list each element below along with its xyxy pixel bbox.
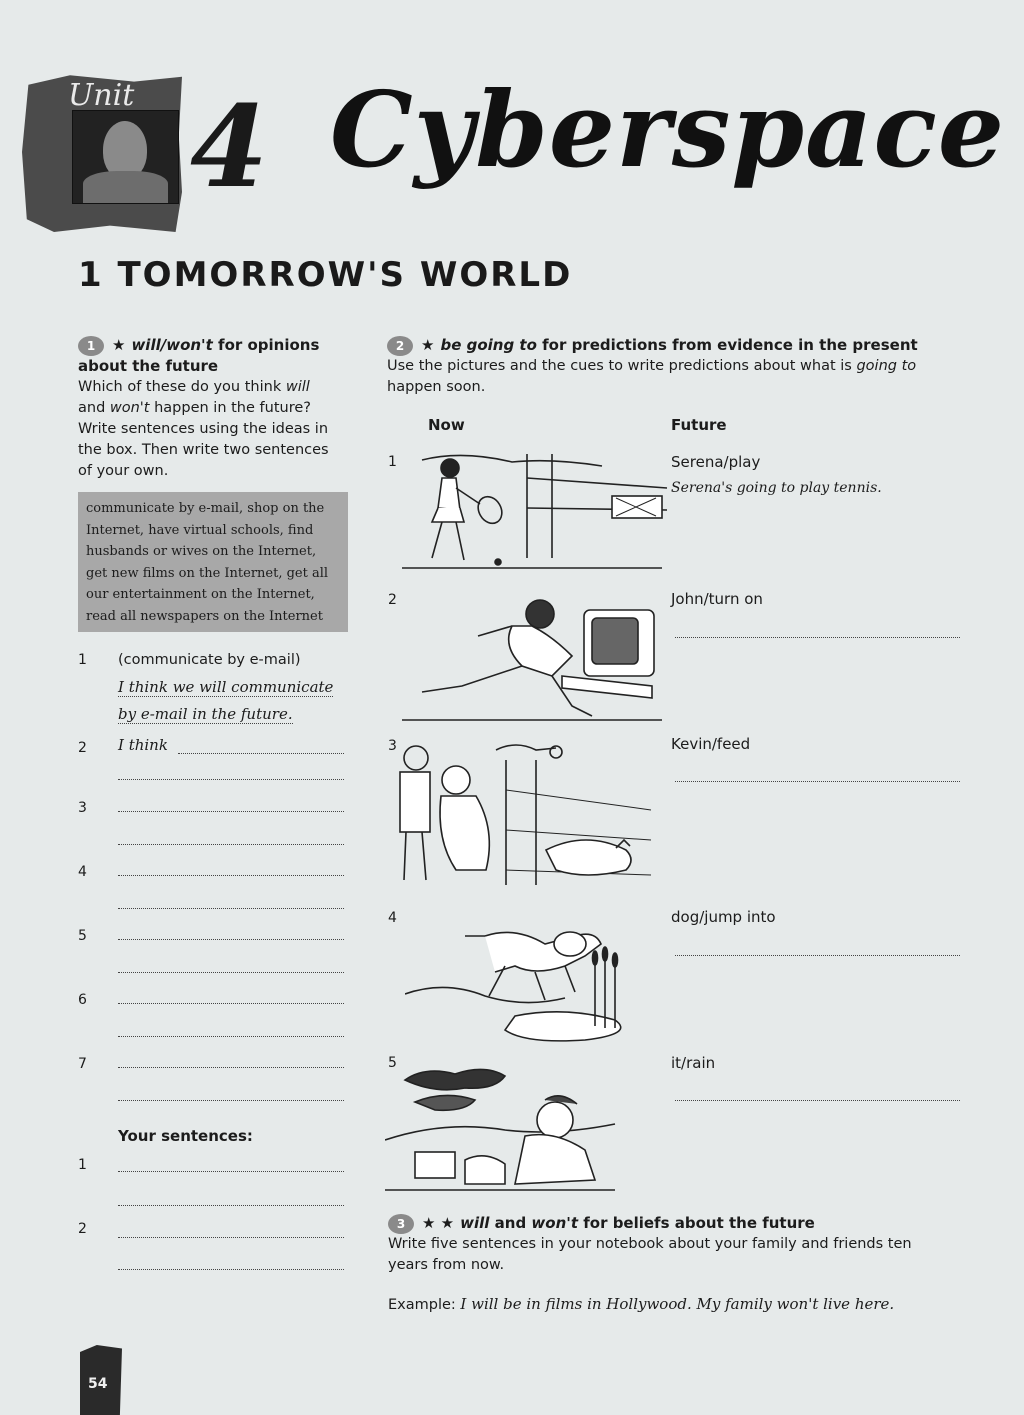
unit-photo xyxy=(72,110,179,204)
answer-line[interactable] xyxy=(118,1002,344,1004)
cue-kevin: Kevin/feed xyxy=(671,735,751,753)
answer-line[interactable] xyxy=(118,1236,344,1238)
item-number: 4 xyxy=(78,864,87,880)
answer-line[interactable] xyxy=(118,1066,344,1068)
exercise3-heading-em: will xyxy=(460,1214,490,1232)
answer-line[interactable] xyxy=(118,810,344,812)
answer-line[interactable] xyxy=(118,1099,344,1101)
photo-shoulders xyxy=(83,171,168,203)
instr-text: the box. Then write two sentences xyxy=(78,442,329,458)
picnic-illustration xyxy=(385,1060,620,1198)
lesson-title: 1 TOMORROW'S WORLD xyxy=(78,255,573,295)
example-label: Example: xyxy=(388,1297,461,1313)
exercise3-heading-mid: and xyxy=(489,1214,532,1232)
item-number: 3 xyxy=(78,800,87,816)
answer-line[interactable] xyxy=(675,636,960,638)
star-icon: ★ xyxy=(421,336,435,354)
item-number: 2 xyxy=(78,1221,87,1237)
item-number: 1 xyxy=(78,1157,87,1173)
instr-em: won't xyxy=(109,400,150,416)
item-number: 5 xyxy=(388,1055,397,1071)
exercise3-badge: 3 xyxy=(388,1214,414,1234)
item1-answer-line1: I think we will communicate xyxy=(118,678,334,696)
exercise2-header xyxy=(387,335,987,398)
unit-number: 4 xyxy=(190,82,268,213)
word-box-line: husbands or wives on the Internet, xyxy=(86,544,317,559)
instr-em: will xyxy=(285,379,310,395)
exercise3-heading-em: won't xyxy=(531,1214,579,1232)
cue-john: John/turn on xyxy=(671,590,763,608)
instr-text: Write sentences using the ideas in xyxy=(78,421,329,437)
cue-rain: it/rain xyxy=(671,1054,716,1072)
word-box-line: read all newspapers on the Internet xyxy=(86,608,323,624)
instr-text: and xyxy=(78,400,110,416)
cue-dog: dog/jump into xyxy=(671,908,776,926)
star-icon: ★ ★ xyxy=(422,1214,455,1232)
exercise3-example xyxy=(388,1294,894,1316)
instr-text: happen soon. xyxy=(387,379,486,395)
exercise1-heading-rest: for opinions xyxy=(212,336,320,354)
word-box-line: communicate by e-mail, shop on the xyxy=(86,501,325,516)
answer-line[interactable] xyxy=(675,954,960,956)
item-number: 5 xyxy=(78,928,87,944)
instr-text: Use the pictures and the cues to write predictions about what is xyxy=(387,358,857,374)
exercise1-badge: 1 xyxy=(78,336,104,356)
unit-title: Cyberspace xyxy=(330,68,1006,191)
item-number: 1 xyxy=(388,454,397,470)
answer-line[interactable] xyxy=(675,1099,960,1101)
answer-line[interactable] xyxy=(118,1204,344,1206)
example-text: I will be in films in Hollywood. My family won't live here. xyxy=(460,1295,895,1313)
instr-em: going to xyxy=(856,358,917,374)
answer-line[interactable] xyxy=(118,778,344,780)
item-number: 2 xyxy=(388,592,397,608)
answer-serena: Serena's going to play tennis. xyxy=(671,480,882,496)
column-now: Now xyxy=(428,416,465,434)
exercise1-heading-em: will/won't xyxy=(131,336,213,354)
answer-line[interactable] xyxy=(118,1170,344,1172)
instr-text: years from now. xyxy=(388,1257,505,1273)
answer-line[interactable] xyxy=(118,874,344,876)
word-box xyxy=(78,492,348,632)
exercise1-instructions xyxy=(78,377,353,482)
word-box-line: get new films on the Internet, get all xyxy=(86,565,329,581)
exercise3-header xyxy=(388,1213,988,1276)
answer-line[interactable] xyxy=(118,907,344,909)
feeding-illustration xyxy=(386,730,658,898)
your-sentences-heading: Your sentences: xyxy=(118,1127,253,1145)
word-box-line: our entertainment on the Internet, xyxy=(86,587,315,602)
answer-line[interactable] xyxy=(118,1268,344,1270)
answer-line[interactable] xyxy=(178,752,344,754)
item-number: 3 xyxy=(388,738,397,754)
instr-text: of your own. xyxy=(78,463,169,479)
answer-line[interactable] xyxy=(118,938,344,940)
answer-line[interactable] xyxy=(118,1035,344,1037)
tennis-illustration xyxy=(402,448,670,576)
exercise2-heading-rest: for predictions from evidence in the present xyxy=(536,336,918,354)
answer-line[interactable] xyxy=(118,971,344,973)
item-number: 7 xyxy=(78,1056,87,1072)
exercise3-instructions xyxy=(388,1234,988,1276)
item-number: 4 xyxy=(388,910,397,926)
exercise2-badge: 2 xyxy=(387,336,413,356)
unit-label: Unit xyxy=(68,78,135,113)
cue-serena: Serena/play xyxy=(671,453,761,471)
column-future: Future xyxy=(671,416,727,434)
item2-start: I think xyxy=(118,736,168,754)
item-number: 1 xyxy=(78,652,87,668)
item-number: 6 xyxy=(78,992,87,1008)
page-number: 54 xyxy=(88,1376,108,1392)
item-number: 2 xyxy=(78,740,87,756)
exercise2-instructions xyxy=(387,356,987,398)
word-box-line: Internet, have virtual schools, find xyxy=(86,522,314,538)
dog-illustration xyxy=(405,916,667,1046)
star-icon: ★ xyxy=(112,336,126,354)
tv-illustration xyxy=(402,596,667,724)
answer-line[interactable] xyxy=(118,843,344,845)
instr-text: Write five sentences in your notebook about your family and friends ten xyxy=(388,1236,912,1252)
instr-text: Which of these do you think xyxy=(78,379,286,395)
exercise1-heading-line2: about the future xyxy=(78,357,219,375)
item1-answer-line2: by e-mail in the future. xyxy=(118,705,293,723)
answer-line[interactable] xyxy=(675,780,960,782)
item1-cue: (communicate by e-mail) xyxy=(118,652,301,668)
exercise3-heading-rest: for beliefs about the future xyxy=(578,1214,815,1232)
instr-text: happen in the future? xyxy=(149,400,311,416)
exercise2-heading-em: be going to xyxy=(440,336,537,354)
exercise1-header xyxy=(78,335,353,482)
